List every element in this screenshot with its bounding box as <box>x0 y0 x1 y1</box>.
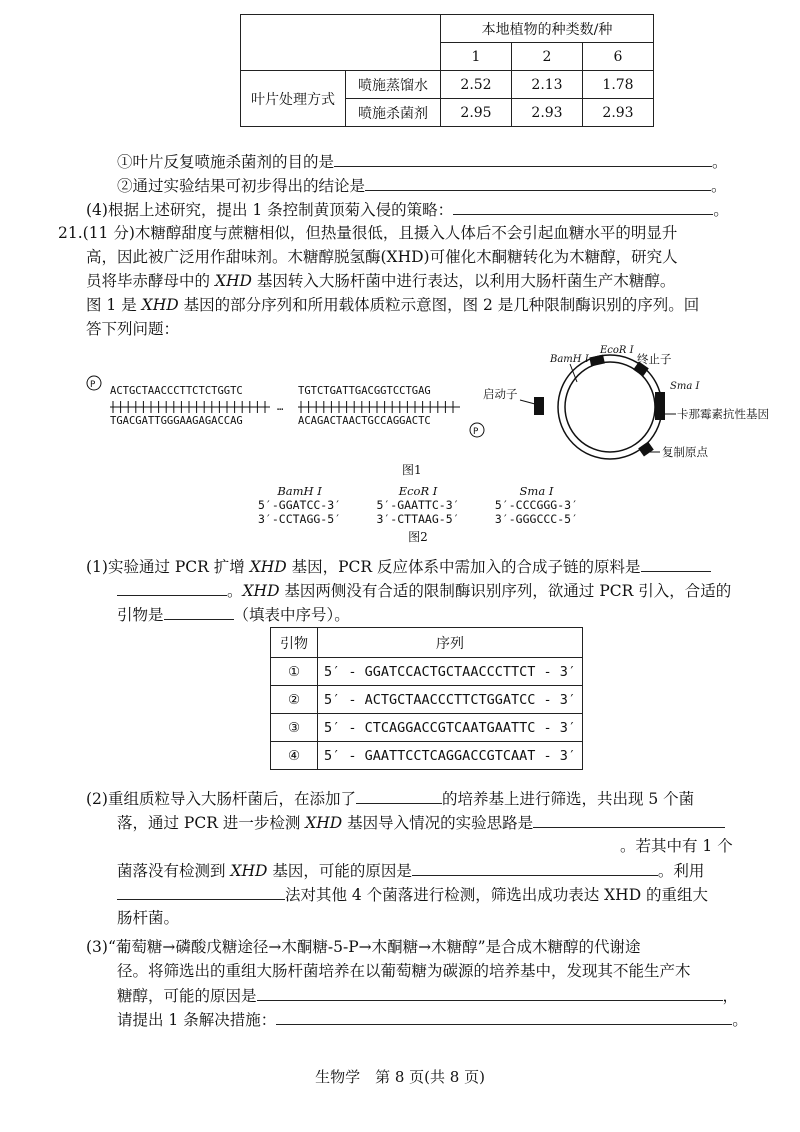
s2-line6: 肠杆菌。 <box>117 909 180 927</box>
enzyme-ecori: EcoR I 5′-GAATTC-3′ 3′-CTTAAG-5′ <box>376 484 460 526</box>
plasmid <box>534 355 665 459</box>
q21-p5: 答下列问题： <box>86 320 180 338</box>
figure-1 <box>80 342 780 482</box>
s3-line4: 请提出 1 条解决措施： 。 <box>117 1008 748 1031</box>
primer-table <box>270 627 583 770</box>
row-group-label: 叶片处理方式 <box>241 71 346 127</box>
promoter-label: 启动子 <box>483 387 518 401</box>
s2-line5: 法对其他 4 个菌落进行检测，筛选出成功表达 XHD 的重组大 <box>117 883 708 906</box>
q20-line2: ②通过实验结果可初步得出的结论是 。 <box>117 174 727 197</box>
s2-line2: 落，通过 PCR 进一步检测 XHD 基因导入情况的实验思路是 <box>117 811 725 834</box>
row-label: 喷施蒸馏水 <box>346 71 441 99</box>
q21-p4: 图 1 是 XHD 基因的部分序列和所用载体质粒示意图，图 2 是几种限制酶识别的序列。回 <box>86 296 700 314</box>
s3-line2: 径。将筛选出的重组大肠杆菌培养在以葡萄糖为碳源的培养基中，发现其不能生产木 <box>117 962 691 980</box>
q21-p1: 21.(11 分)木糖醇甜度与蔗糖相似，但热量很低，且摄入人体后不会引起血糖水平的明显升 <box>58 224 678 242</box>
cell: 2.93 <box>512 99 583 127</box>
s3-line1: (3)“葡萄糖→磷酸戊糖途径→木酮糖-5-P→木酮糖→木糖醇”是合成木糖醇的代谢途 <box>86 938 641 956</box>
q20-line1: ①叶片反复喷施杀菌剂的目的是 。 <box>117 150 728 173</box>
bottom-strand-left: TGACGATTGGGAAGAGACCAG <box>110 415 243 427</box>
primer-id: ④ <box>271 742 318 770</box>
s2-line1: (2)重组质粒导入大肠杆菌后，在添加了 的培养基上进行筛选，共出现 5 个菌 <box>86 787 694 810</box>
enzyme-smai: Sma I 5′-CCCGGG-3′ 3′-GGGCCC-5′ <box>494 484 578 526</box>
col-header: 6 <box>583 43 654 71</box>
cell: 1.78 <box>583 71 654 99</box>
figure-2-caption: 图2 <box>408 530 428 544</box>
row-label: 喷施杀菌剂 <box>346 99 441 127</box>
figure-1-caption: 图1 <box>402 463 422 477</box>
base-pair-ladder <box>110 401 460 413</box>
cell: 2.93 <box>583 99 654 127</box>
primer-seq: 5′ - CTCAGGACCGTCAATGAATTC - 3′ <box>318 714 583 742</box>
col-header: 1 <box>441 43 512 71</box>
bamhi-label: BamH I <box>550 354 589 365</box>
primer-seq: 5′ - GAATTCCTCAGGACCGTCAAT - 3′ <box>318 742 583 770</box>
primer-seq: 5′ - ACTGCTAACCCTTCTGGATCC - 3′ <box>318 686 583 714</box>
bottom-strand-right: ACAGACTAACTGCCAGGACTC <box>298 415 431 427</box>
terminator-label: 终止子 <box>637 352 672 366</box>
cell: 2.95 <box>441 99 512 127</box>
primer-id: ③ <box>271 714 318 742</box>
enzyme-bamhi: BamH I 5′-GGATCC-3′ 3′-CCTAGG-5′ <box>258 484 342 526</box>
col-header: 2 <box>512 43 583 71</box>
ori-block <box>638 441 654 456</box>
q21-p2: 高，因此被广泛用作甜味剂。木糖醇脱氢酶(XHD)可催化木酮糖转化为木糖醇，研究人 <box>86 248 678 266</box>
primer-id: ① <box>271 658 318 686</box>
s1-line1: (1)实验通过 PCR 扩增 XHD 基因，PCR 反应体系中需加入的合成子链的原料是 <box>86 555 711 578</box>
s1-line3: 引物是 （填表中序号）。 <box>117 603 350 626</box>
ori-label: 复制原点 <box>662 445 708 459</box>
ellipsis: … <box>277 401 284 413</box>
species-header: 本地植物的种类数/种 <box>441 15 654 43</box>
ecori-label: EcoR I <box>600 345 634 356</box>
smai-label: Sma I <box>670 381 700 392</box>
s3-line3: 糖醇，可能的原因是 ， <box>117 984 738 1007</box>
sequence-col-header: 序列 <box>318 628 583 658</box>
primer-col-header: 引物 <box>271 628 318 658</box>
phosphate-label: P <box>473 427 479 437</box>
page-footer: 生物学 第 8 页(共 8 页) <box>315 1068 485 1086</box>
s2-line3: 。若其中有 1 个 <box>620 837 733 855</box>
q20-line3: (4)根据上述研究，提出 1 条控制黄顶菊入侵的策略： 。 <box>86 198 729 221</box>
s1-line2: 。XHD 基因两侧没有合适的限制酶识别序列，欲通过 PCR 引入，合适的 <box>117 579 731 602</box>
q21-p3: 员将毕赤酵母中的 XHD 基因转入大肠杆菌中进行表达，以利用大肠杆菌生产木糖醇。 <box>86 272 676 290</box>
kan-resistance-block <box>655 392 665 420</box>
table-corner <box>241 15 441 71</box>
primer-id: ② <box>271 686 318 714</box>
top-strand-right: TGTCTGATTGACGGTCCTGAG <box>298 385 431 397</box>
top-strand-left: ACTGCTAACCCTTCTCTGGTC <box>110 385 243 397</box>
results-table <box>240 14 654 127</box>
s2-line4: 菌落没有检测到 XHD 基因，可能的原因是 。利用 <box>117 859 704 882</box>
figure-2 <box>258 484 578 545</box>
cell: 2.13 <box>512 71 583 99</box>
kan-label: 卡那霉素抗性基因 <box>677 407 769 421</box>
ecori-site <box>589 355 605 367</box>
promoter-block <box>534 397 544 415</box>
cell: 2.52 <box>441 71 512 99</box>
phosphate-label: P <box>90 380 96 390</box>
primer-seq: 5′ - GGATCCACTGCTAACCCTTCT - 3′ <box>318 658 583 686</box>
